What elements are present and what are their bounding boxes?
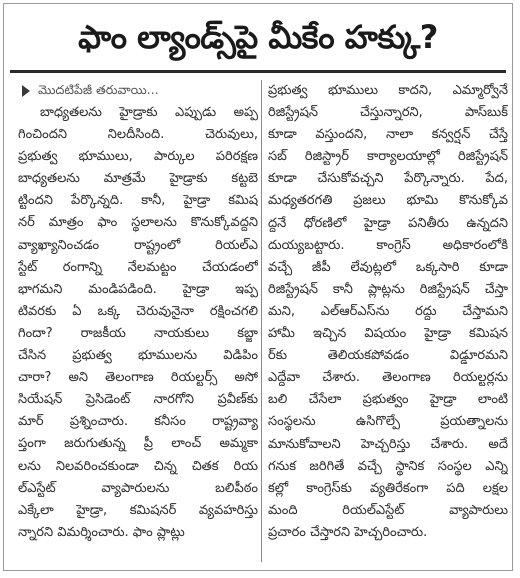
text-line: సియేషన్ ప్రెసిడెంట్ నారగోని ప్రవీణ్‌కు — [18, 392, 258, 408]
text-line: కూడా వస్తుందని, నాలా కన్వర్షన్ చేస్తే — [268, 127, 508, 143]
headline: ఫాం ల్యాండ్స్‌పై మీకేం హక్కు? — [78, 18, 438, 56]
text-line: న్నారని విమర్శించారు. ఫాం ప్లాట్లు — [18, 524, 185, 540]
text-line: చారా? అని తెలంగాణ రియల్టర్స్ అసో — [18, 370, 258, 386]
continued-kicker — [18, 80, 258, 102]
text-line: ట్టిందని పేర్కొన్నది. కానీ, హైడ్రా కమిష — [18, 193, 258, 209]
play-triangle-icon — [22, 85, 30, 97]
text-line: కూడా చేసుకోవచ్చని పేర్కొన్నారు. పేద, — [268, 171, 508, 187]
text-line: హామీ ఇచ్చిన విషయం హైడ్రా కమిషన — [268, 326, 508, 342]
text-line: ప్రభుత్వ భూములు కాదని, ఎమ్మార్వోనే — [268, 83, 508, 98]
text-line: ద్దనే ధోరణిలో హైడ్రా పనితీరు ఉన్నదని — [268, 215, 508, 231]
text-line: వచ్చే జీపీ లేవుట్లలో ఒక్కసారి కూడా — [268, 259, 508, 275]
right-column — [268, 80, 508, 544]
text-line: మంది రియల్‌ఎస్టేట్ వ్యాపారులు — [268, 502, 508, 518]
text-line: బలి చేసేలా ప్రభుత్వం హైడ్రా లాంటి — [268, 392, 508, 408]
text-line: ర్‌కు తెలియకపోవడం విడ్డూరమని — [268, 348, 508, 364]
text-line: టివరకు ఏ ఒక్క చెరువునైనా రక్షించగలి — [18, 303, 258, 319]
text-line: బాధ్యతలను హైడ్రాకు ఎప్పుడు అప్ప — [40, 105, 258, 120]
text-line: బాధ్యతలను మాత్రమే హైడ్రాకు కట్టబె — [18, 171, 258, 187]
text-line: ల్‌ఎస్టేట్ వ్యాపారులను బలిపీఠం — [18, 480, 258, 496]
text-line: గించిందని నిలదీసింది. చెరువులు, — [18, 127, 258, 143]
right-column-text — [268, 80, 508, 544]
text-line: చేసిన ప్రభుత్వ భూములను విడిపిం — [18, 348, 258, 364]
text-line: రిజిస్ట్రేషన్ చేస్తున్నారని, పాస్‌బుక్ — [268, 105, 508, 121]
text-line: సబ్ రిజిస్ట్రార్ కార్యాలయాల్లో రిజిస్ట్రేషన్ — [268, 149, 508, 165]
text-line: మార్ ప్రశ్నించారు. కనీసం రాష్ట్రవ్యా — [18, 414, 258, 430]
text-line: ప్తంగా జరుగుతున్న ప్రీ లాంచ్ అమ్మకా — [18, 436, 258, 452]
text-line: సంస్థలను ఉసిగొల్పే ప్రయత్నాలను — [268, 414, 508, 430]
text-line: కల్లో కాంగ్రెస్‌కు వ్యతిరేకంగా పది లక్షల — [268, 480, 508, 496]
text-line: గనుక జరిగితే వచ్చే స్థానిక సంస్థల ఎన్ని — [268, 458, 508, 474]
text-line: మానుకోవాలని హెచ్చరిస్తు చేశారు. అదే — [268, 436, 508, 452]
text-line: మధ్యతరగతి ప్రజలు భూమి కొనుక్కోవ — [268, 193, 508, 209]
text-line: లను నిలవరించకుండా చిన్న చితక రియ — [18, 458, 258, 474]
headline-rule — [10, 70, 506, 73]
text-line: ప్రచారం చేస్తారని హెచ్చరించారు. — [268, 524, 428, 540]
text-line: స్టేట్ రంగాన్ని నేలమట్టం చేయడంలో — [18, 259, 258, 275]
column-divider — [261, 80, 262, 562]
text-line: మని, ఎల్‌ఆర్‌ఎస్‌ను రద్దు చేస్తామని — [268, 303, 508, 319]
left-column-text — [18, 102, 258, 544]
text-line: రిజిస్ట్రేషన్ కానీ ప్లాట్లను రిజిస్ట్రేషన్ చేస్తా — [268, 281, 508, 297]
kicker-label: మొదటిపేజీ తరువాయి... — [38, 81, 159, 97]
text-line: ప్రభుత్వ భూములు, పార్కుల పరిరక్షణ — [18, 149, 258, 165]
text-line: ఎక్కేలా హైడ్రా, కమిషనర్ వ్యవహరిస్తు — [18, 502, 258, 518]
text-line: నర్ మాత్రం ఫాం స్థలాలను కొనుక్కోవద్దని — [18, 215, 258, 231]
text-line: దుయ్యబట్టారు. కాంగ్రెస్ అధికారంలోకి — [268, 237, 508, 253]
text-line: గిందా? రాజకీయ నాయకులు కబ్జా — [18, 325, 258, 341]
text-line: వ్యాఖ్యానించడం రాష్ట్రంలో రియల్‌ఎ — [18, 237, 258, 253]
news-clipping — [3, 3, 513, 571]
text-line: ఎద్దేవా చేశారు. తెలంగాణ రియల్టర్లను — [268, 370, 508, 386]
left-column — [18, 80, 258, 544]
text-line: భాగమని మండిపడింది. హైడ్రా ఇప్ప — [18, 281, 258, 297]
